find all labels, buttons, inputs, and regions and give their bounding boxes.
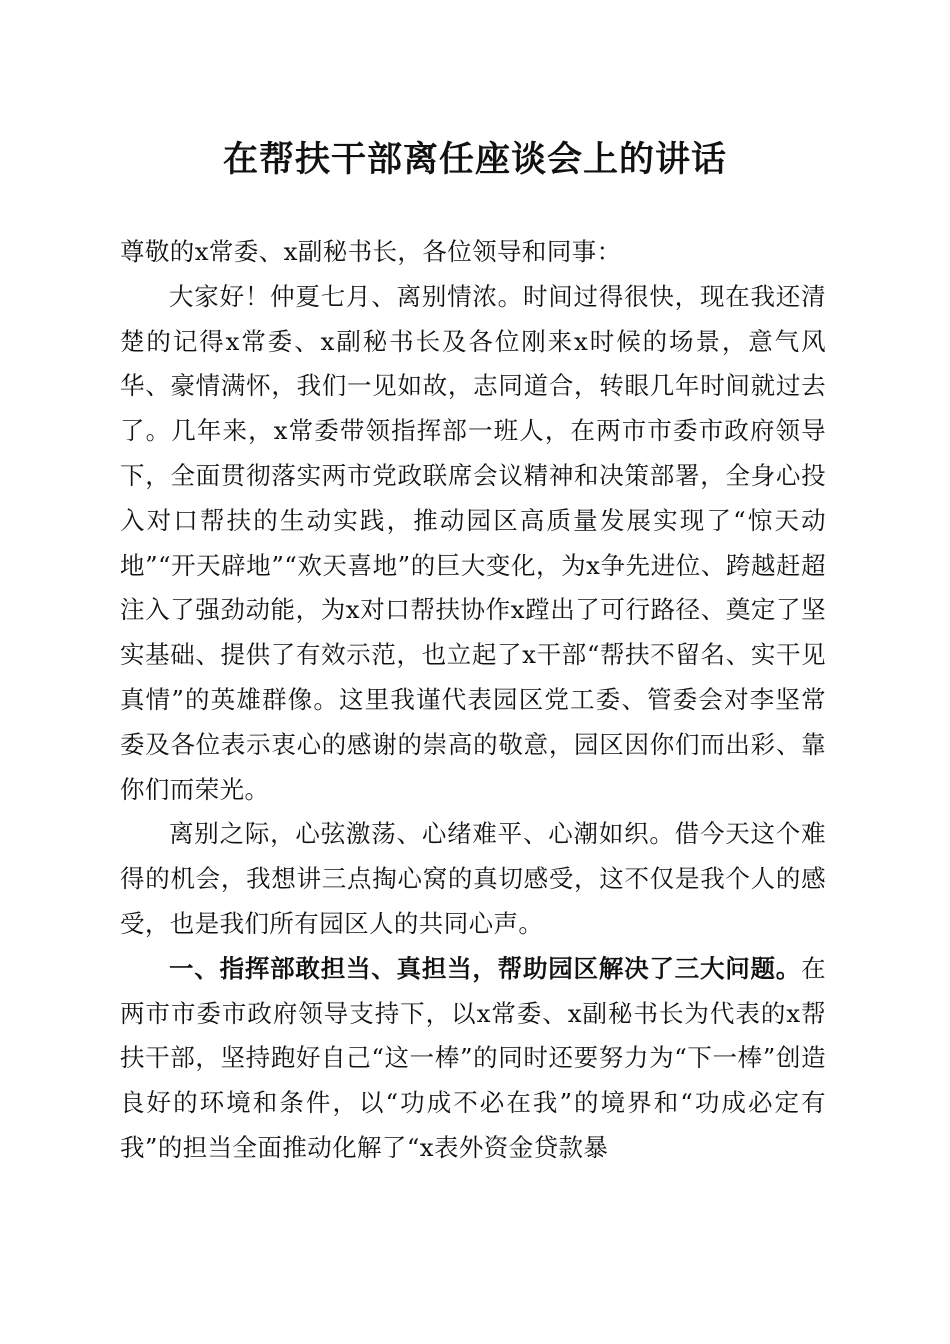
document-body	[120, 230, 826, 1171]
document-title: 在帮扶干部离任座谈会上的讲话	[222, 139, 727, 180]
paragraph-text: 大家好！仲夏七月、离别情浓。时间过得很快，现在我还清楚的记得x常委、x副秘书长及各位刚来x时候的场景，意气风华、豪情满怀，我们一见如故，志同道合，转眼几年时间就过去了。几年来，x常委带领指挥部一班人，在两市市委市政府领导下，全面贯彻落实两市党政联席会议精神和决策部署，全身心投入对口帮扶的生动实践，推动园区高质量发展实现了“惊天动地”“开天辟地”“欢天喜地”的巨大变化，为x争先进位、跨越赶超注入了强劲动能，为x对口帮扶协作x蹚出了可行路径、奠定了坚实基础、提供了有效示范，也立起了x干部“帮扶不留名、实干见真情”的英雄群像。这里我谨代表园区党工委、管委会对李坚常委及各位表示衷心的感谢的崇高的敬意，园区因你们而出彩、靠你们而荣光。	[120, 281, 826, 804]
paragraph-text: 在两市市委市政府领导支持下，以x常委、x副秘书长为代表的x帮扶干部，坚持跑好自己“这一棒”的同时还要努力为“下一棒”创造良好的环境和条件，以“功成不必在我”的境界和“功成必定有我”的担当全面推动化解了“x表外资金贷款暴	[120, 953, 826, 1162]
section-heading: 一、指挥部敢担当、真担当，帮助园区解决了三大问题。	[169, 953, 802, 983]
paragraph-greeting	[120, 275, 826, 813]
paragraph-farewell	[120, 812, 826, 946]
paragraph-text: 离别之际，心弦激荡、心绪难平、心潮如织。借今天这个难得的机会，我想讲三点掏心窝的真切感受，这不仅是我个人的感受，也是我们所有园区人的共同心声。	[120, 819, 826, 938]
salutation: 尊敬的x常委、x副秘书长，各位领导和同事：	[120, 237, 622, 266]
paragraph-section-one	[120, 947, 826, 1171]
